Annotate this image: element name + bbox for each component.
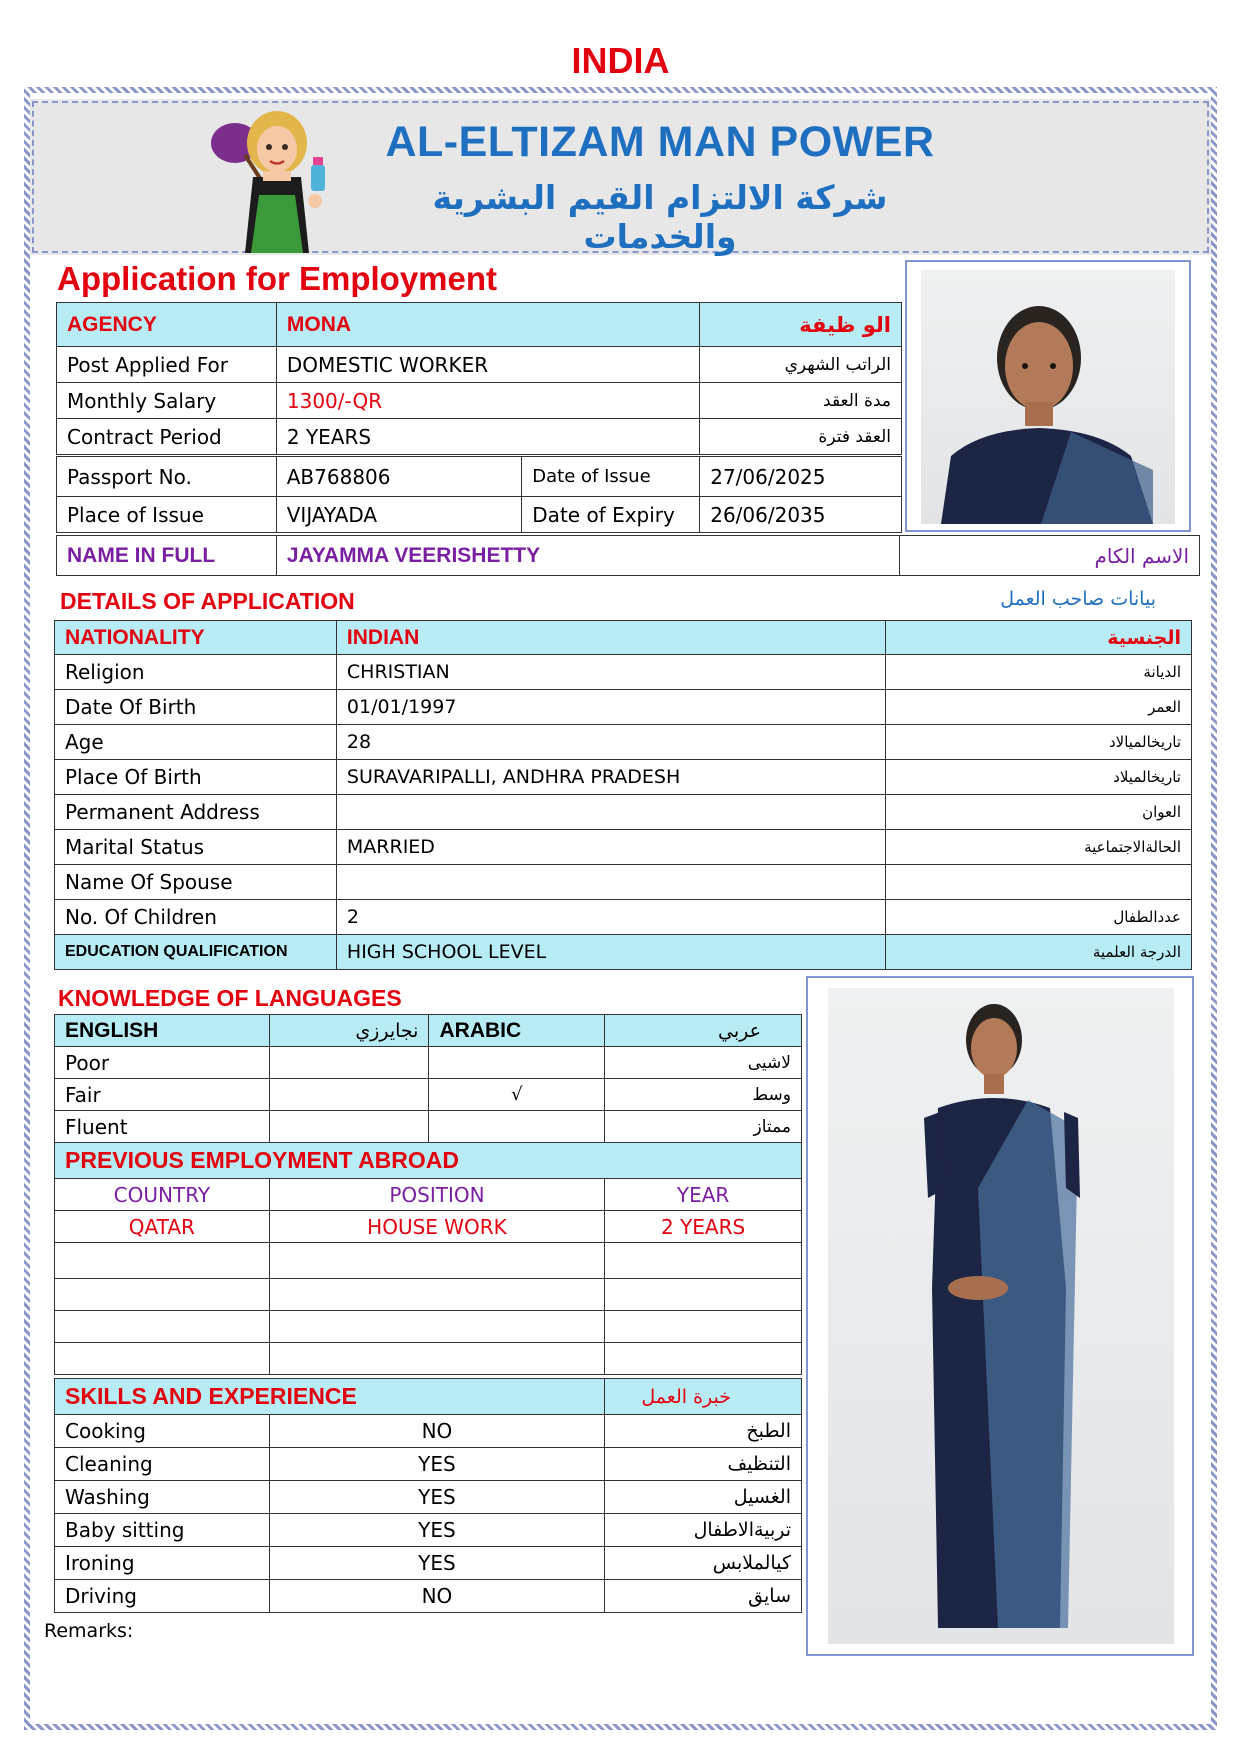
job-row [57, 347, 902, 383]
previous-year: 2 YEARS [605, 1211, 802, 1243]
previous-country: QATAR [55, 1211, 270, 1243]
previous-employment-empty-row [55, 1279, 802, 1311]
expiry-date-label: Date of Expiry [522, 497, 700, 533]
details-label: Name Of Spouse [55, 865, 337, 900]
previous-employment-empty-row [55, 1243, 802, 1279]
details-heading-ar: بيانات صاحب العمل [1000, 588, 1156, 610]
language-level-label-ar: وسط [605, 1079, 802, 1111]
details-value: MARRIED [336, 830, 886, 865]
skill-label: Driving [55, 1580, 270, 1613]
english-level-value [269, 1047, 429, 1079]
details-table [54, 620, 1192, 970]
skill-row [55, 1547, 802, 1580]
details-row [55, 690, 1192, 725]
full-body-photo-frame [806, 976, 1194, 1656]
skills-heading-ar: خبرة العمل [605, 1379, 802, 1415]
agency-label-ar: الو ظيفة [700, 303, 902, 347]
nationality-label: NATIONALITY [55, 621, 337, 655]
skill-label-ar: الطبخ [605, 1415, 802, 1448]
nationality-row [55, 621, 1192, 655]
education-value: HIGH SCHOOL LEVEL [336, 935, 886, 970]
year-column-label: YEAR [605, 1179, 802, 1211]
nationality-value: INDIAN [336, 621, 886, 655]
agency-row [57, 303, 902, 347]
skill-row [55, 1580, 802, 1613]
details-label: Religion [55, 655, 337, 690]
company-name-english: AL-ELTIZAM MAN POWER [385, 118, 935, 166]
arabic-column-label: ARABIC [429, 1015, 605, 1047]
place-of-issue-label: Place of Issue [57, 497, 277, 533]
skill-label: Cleaning [55, 1448, 270, 1481]
details-value [336, 795, 886, 830]
languages-table [54, 1014, 802, 1143]
place-of-issue-value: VIJAYADA [276, 497, 522, 533]
details-label-ar: الحالةالاجتماعية [886, 830, 1192, 865]
education-label: EDUCATION QUALIFICATION [55, 935, 337, 970]
previous-employment-empty-row [55, 1343, 802, 1375]
arabic-level-value: √ [429, 1079, 605, 1111]
details-row [55, 830, 1192, 865]
details-label-ar: عددالطفال [886, 900, 1192, 935]
arabic-column-label-ar: عربي [605, 1015, 802, 1047]
form-title: Application for Employment [57, 260, 498, 297]
languages-header-row [55, 1015, 802, 1047]
job-label-ar: العقد فترة [700, 419, 902, 455]
details-row [55, 655, 1192, 690]
details-value: CHRISTIAN [336, 655, 886, 690]
skill-row [55, 1448, 802, 1481]
job-label: Contract Period [57, 419, 277, 455]
passport-table [56, 456, 902, 533]
housemaid-cartoon-icon [205, 105, 345, 253]
details-heading: DETAILS OF APPLICATION [60, 588, 355, 614]
previous-employment-heading: PREVIOUS EMPLOYMENT ABROAD [55, 1143, 802, 1179]
full-name-label: NAME IN FULL [57, 536, 277, 576]
full-name-value: JAYAMMA VEERISHETTY [276, 536, 899, 576]
country-column-label: COUNTRY [55, 1179, 270, 1211]
full-name-row [57, 536, 1200, 576]
language-level-label-ar: ممتاز [605, 1111, 802, 1143]
issue-date-value: 27/06/2025 [700, 457, 902, 497]
skill-value: NO [269, 1415, 604, 1448]
details-label: No. Of Children [55, 900, 337, 935]
skills-table [54, 1378, 802, 1613]
details-value: SURAVARIPALLI, ANDHRA PRADESH [336, 760, 886, 795]
education-label-ar: الدرجة العلمية [886, 935, 1192, 970]
details-label-ar: تاريخالميالاد [886, 725, 1192, 760]
language-level-label-ar: لاشيى [605, 1047, 802, 1079]
details-label: Place Of Birth [55, 760, 337, 795]
details-value: 2 [336, 900, 886, 935]
details-label: Age [55, 725, 337, 760]
details-value: 28 [336, 725, 886, 760]
skill-value: NO [269, 1580, 604, 1613]
remarks-label: Remarks: [44, 1620, 134, 1642]
language-level-row [55, 1047, 802, 1079]
details-row [55, 865, 1192, 900]
details-value: 01/01/1997 [336, 690, 886, 725]
passport-no-value: AB768806 [276, 457, 522, 497]
skill-value: YES [269, 1547, 604, 1580]
education-row [55, 935, 1192, 970]
passport-row [57, 457, 902, 497]
job-table [56, 302, 902, 455]
previous-position: HOUSE WORK [269, 1211, 605, 1243]
portrait-photo [921, 270, 1175, 524]
issue-date-label: Date of Issue [522, 457, 700, 497]
language-level-label: Fair [55, 1079, 270, 1111]
agency-value: MONA [276, 303, 699, 347]
skill-label: Ironing [55, 1547, 270, 1580]
full-name-table [56, 535, 1200, 576]
details-row [55, 900, 1192, 935]
skill-label-ar: سايق [605, 1580, 802, 1613]
job-value: DOMESTIC WORKER [276, 347, 699, 383]
previous-employment-empty-row [55, 1311, 802, 1343]
job-label-ar: الراتب الشهري [700, 347, 902, 383]
portrait-photo-frame [905, 260, 1191, 532]
skill-label: Cooking [55, 1415, 270, 1448]
skill-label-ar: كيالملابس [605, 1547, 802, 1580]
english-level-value [269, 1111, 429, 1143]
languages-heading: KNOWLEDGE OF LANGUAGES [58, 985, 402, 1011]
details-row [55, 795, 1192, 830]
english-column-label-ar: نجايرزي [269, 1015, 429, 1047]
skill-row [55, 1415, 802, 1448]
details-label: Marital Status [55, 830, 337, 865]
job-row [57, 419, 902, 455]
details-label-ar: العمر [886, 690, 1192, 725]
details-value [336, 865, 886, 900]
details-label: Date Of Birth [55, 690, 337, 725]
passport-row [57, 497, 902, 533]
position-column-label: POSITION [269, 1179, 605, 1211]
details-label-ar: تاريخالميلاد [886, 760, 1192, 795]
skill-label: Washing [55, 1481, 270, 1514]
skill-label-ar: التنظيف [605, 1448, 802, 1481]
language-level-label: Poor [55, 1047, 270, 1079]
full-body-photo [828, 988, 1174, 1644]
english-column-label: ENGLISH [55, 1015, 270, 1047]
previous-employment-row [55, 1211, 802, 1243]
job-row [57, 383, 902, 419]
previous-employment-columns-row [55, 1179, 802, 1211]
language-level-row [55, 1079, 802, 1111]
details-row [55, 760, 1192, 795]
details-label-ar: الديانة [886, 655, 1192, 690]
skill-value: YES [269, 1448, 604, 1481]
passport-no-label: Passport No. [57, 457, 277, 497]
nationality-label-ar: الجنسية [886, 621, 1192, 655]
skills-heading: SKILLS AND EXPERIENCE [55, 1379, 605, 1415]
job-value: 2 YEARS [276, 419, 699, 455]
details-label-ar: العوان [886, 795, 1192, 830]
arabic-level-value [429, 1047, 605, 1079]
agency-label: AGENCY [57, 303, 277, 347]
expiry-date-value: 26/06/2035 [700, 497, 902, 533]
language-level-label: Fluent [55, 1111, 270, 1143]
skill-row [55, 1481, 802, 1514]
country-heading: INDIA [571, 40, 670, 81]
skill-label-ar: تربيةالاطفال [605, 1514, 802, 1547]
arabic-level-value [429, 1111, 605, 1143]
job-label: Post Applied For [57, 347, 277, 383]
skill-row [55, 1514, 802, 1547]
previous-employment-table [54, 1142, 802, 1375]
company-name-arabic: شركة الالتزام القيم البشرية والخدمات [432, 178, 888, 256]
language-level-row [55, 1111, 802, 1143]
details-label-ar [886, 865, 1192, 900]
full-name-label-ar: الاسم الكام [900, 536, 1200, 576]
english-level-value [269, 1079, 429, 1111]
skill-value: YES [269, 1514, 604, 1547]
job-label-ar: مدة العقد [700, 383, 902, 419]
details-label: Permanent Address [55, 795, 337, 830]
previous-employment-heading-row [55, 1143, 802, 1179]
skill-value: YES [269, 1481, 604, 1514]
skill-label-ar: الغسيل [605, 1481, 802, 1514]
job-label: Monthly Salary [57, 383, 277, 419]
details-row [55, 725, 1192, 760]
job-value: 1300/-QR [276, 383, 699, 419]
skill-label: Baby sitting [55, 1514, 270, 1547]
skills-heading-row [55, 1379, 802, 1415]
